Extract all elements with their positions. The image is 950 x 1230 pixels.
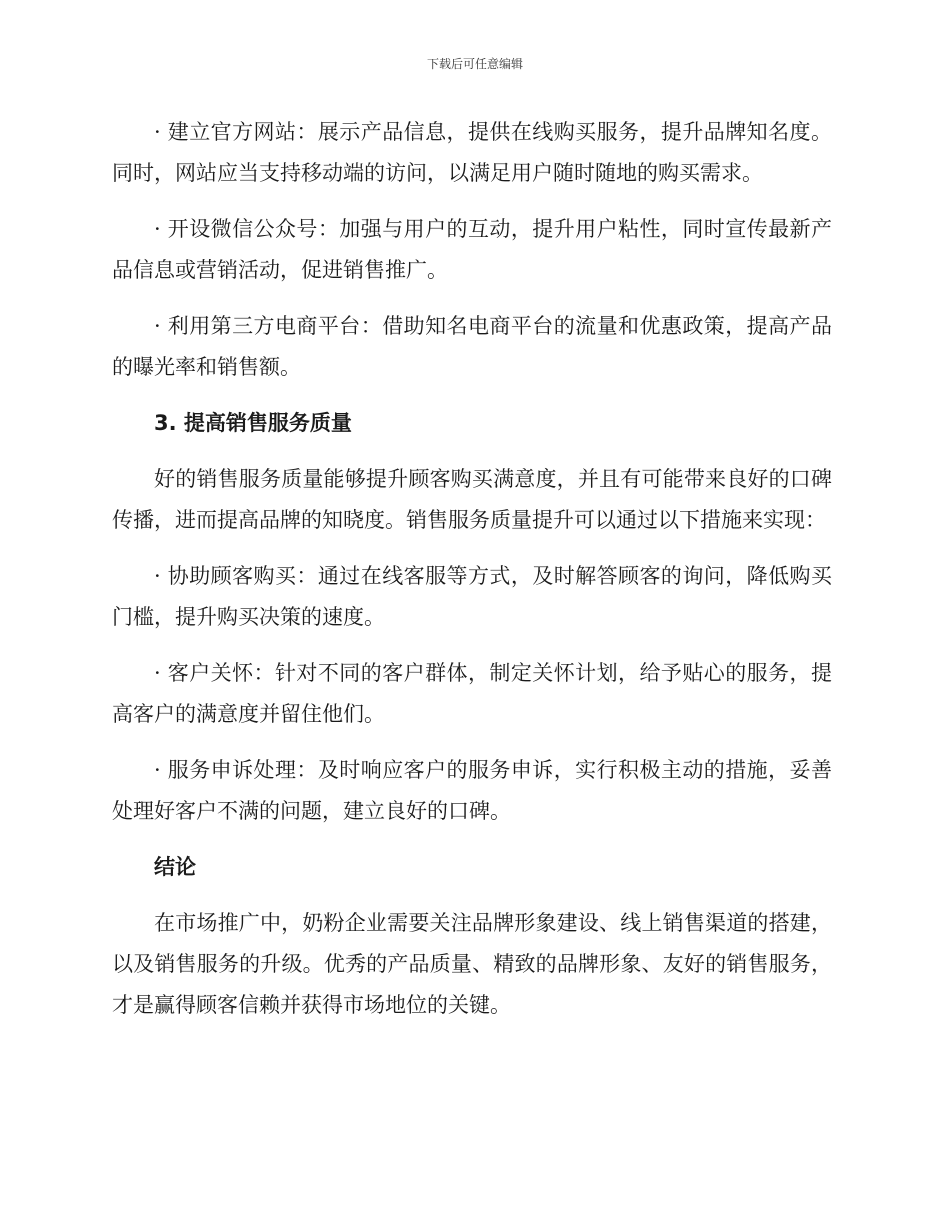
page-header: 下载后可任意编辑: [426, 57, 523, 71]
bullet-wechat-account: · 开设微信公众号：加强与用户的互动，提升用户粘性，同时宣传最新产品信息或营销活动，促进销售推广。: [112, 217, 832, 282]
bullet-official-website: · 建立官方网站：展示产品信息，提供在线购买服务，提升品牌知名度。同时，网站应当支持移动端的访问，以满足用户随时随地的购买需求。: [112, 120, 832, 185]
bullet-ecommerce-platform: · 利用第三方电商平台：借助知名电商平台的流量和优惠政策，提高产品的曝光率和销售额。: [112, 314, 832, 379]
section-heading-service-quality: 3. 提高销售服务质量: [154, 411, 352, 435]
bullet-complaint-handling: · 服务申诉处理：及时响应客户的服务申诉，实行积极主动的措施，妥善处理好客户不满的问题，建立良好的口碑。: [112, 758, 832, 823]
bullet-customer-care: · 客户关怀：针对不同的客户群体，制定关怀计划，给予贴心的服务，提高客户的满意度并留住他们。: [112, 661, 832, 726]
paragraph-conclusion: 在市场推广中，奶粉企业需要关注品牌形象建设、线上销售渠道的搭建，以及销售服务的升级。优秀的产品质量、精致的品牌形象、友好的销售服务，才是赢得顾客信赖并获得市场地位的关键。: [112, 911, 832, 1017]
section-heading-conclusion: 结论: [154, 855, 196, 879]
document-body: [112, 112, 832, 1041]
paragraph-service-quality-intro: 好的销售服务质量能够提升顾客购买满意度，并且有可能带来良好的口碑传播，进而提高品牌的知晓度。销售服务质量提升可以通过以下措施来实现：: [112, 467, 832, 532]
bullet-assist-purchase: · 协助顾客购买：通过在线客服等方式，及时解答顾客的询问，降低购买门槛，提升购买决策的速度。: [112, 564, 832, 629]
